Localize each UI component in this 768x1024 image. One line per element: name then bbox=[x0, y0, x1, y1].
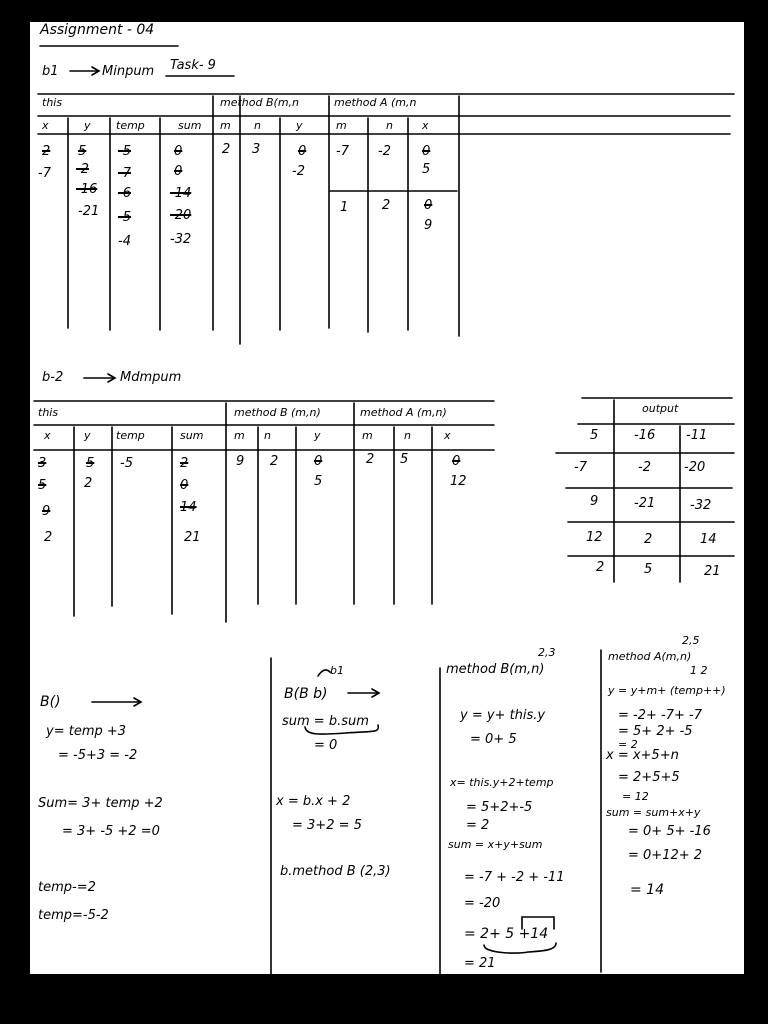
output-cell: 14 bbox=[700, 532, 717, 547]
work-line: x= this.y+2+temp bbox=[450, 776, 554, 789]
cell-value: -4 bbox=[118, 234, 131, 249]
work-line: y = y+ this.y bbox=[460, 708, 546, 723]
cell-value: 0 bbox=[314, 454, 323, 469]
output-cell: 5 bbox=[644, 562, 653, 577]
work-line: = 21 bbox=[464, 956, 496, 971]
work-line: = -7 + -2 + -11 bbox=[464, 870, 565, 885]
cell-value: 0 bbox=[422, 144, 431, 159]
work-line: = 2+5+5 bbox=[618, 770, 680, 785]
cell-value: 12 bbox=[450, 474, 467, 489]
b1-label: b1 bbox=[42, 64, 59, 79]
col-header-n: n bbox=[264, 429, 271, 442]
col-header-x: x bbox=[44, 429, 51, 442]
output-cell: -20 bbox=[684, 460, 706, 475]
col-header-sum: sum bbox=[180, 429, 204, 442]
cell-value: 9 bbox=[42, 504, 51, 519]
work-line: sum = sum+x+y bbox=[606, 806, 701, 819]
cell-value: 5 bbox=[314, 474, 323, 489]
b1-object-name: Minpum bbox=[102, 64, 155, 79]
cell-value: -16 bbox=[76, 182, 98, 197]
output-cell: 12 bbox=[586, 530, 603, 545]
col-header-x: x bbox=[444, 429, 451, 442]
work-line: = 5+ 2+ -5 bbox=[618, 724, 693, 739]
cell-value: 1 bbox=[340, 200, 349, 215]
output-cell: 2 bbox=[596, 560, 605, 575]
cell-value: 2 bbox=[44, 530, 53, 545]
cell-value: 5 bbox=[86, 456, 95, 471]
output-cell: 5 bbox=[590, 428, 599, 443]
output-cell: -7 bbox=[574, 460, 587, 475]
cell-value: 0 bbox=[424, 198, 433, 213]
col-header-m: m bbox=[362, 429, 373, 442]
cell-value: -2 bbox=[378, 144, 391, 159]
work-line: x = x+5+n bbox=[606, 748, 679, 763]
group-header-method-b: method B(m,n bbox=[220, 96, 299, 109]
output-header: output bbox=[642, 402, 679, 415]
cell-value: 2 bbox=[84, 476, 93, 491]
assignment-title: Assignment - 04 bbox=[40, 22, 155, 38]
cell-value: 0 bbox=[452, 454, 461, 469]
cell-value: 5 bbox=[78, 144, 87, 159]
assignment-sheet bbox=[30, 22, 744, 974]
work-heading: B(B b) bbox=[284, 686, 328, 702]
output-cell: 2 bbox=[644, 532, 653, 547]
cell-value: 9 bbox=[424, 218, 433, 233]
cell-value: -7 bbox=[118, 166, 131, 181]
b2-object-name: Mdmpum bbox=[120, 370, 182, 385]
cell-value: -21 bbox=[78, 204, 100, 219]
cell-value: 5 bbox=[400, 452, 409, 467]
work-line: = 2 bbox=[466, 818, 490, 833]
output-cell: -21 bbox=[634, 496, 656, 511]
work-line: Sum= 3+ temp +2 bbox=[38, 796, 163, 811]
cell-value: 5 bbox=[422, 162, 431, 177]
col-header-n: n bbox=[254, 119, 261, 132]
work-line: sum = x+y+sum bbox=[448, 838, 543, 851]
cell-value: -5 bbox=[120, 456, 133, 471]
group-header-method-a: method A (m,n bbox=[334, 96, 417, 109]
col-header-n: n bbox=[386, 119, 393, 132]
task-label: Task- 9 bbox=[170, 58, 216, 73]
col-header-y: y bbox=[296, 119, 303, 132]
work-line: = 14 bbox=[630, 882, 664, 898]
work-line: y= temp +3 bbox=[46, 724, 127, 739]
cell-value: 21 bbox=[184, 530, 201, 545]
work-line: = 0+ 5+ -16 bbox=[628, 824, 711, 839]
col-header-y: y bbox=[84, 119, 91, 132]
work-line: = 0 bbox=[314, 738, 338, 753]
cell-value: 2 bbox=[366, 452, 375, 467]
work-line: = 3+ -5 +2 =0 bbox=[62, 824, 160, 839]
col-header-y: y bbox=[314, 429, 321, 442]
work-line: = 5+2+-5 bbox=[466, 800, 533, 815]
work-note: 2,3 bbox=[538, 646, 556, 659]
col-header-x: x bbox=[42, 119, 49, 132]
output-cell: -32 bbox=[690, 498, 712, 513]
col-header-m: m bbox=[336, 119, 347, 132]
cell-value: -2 bbox=[76, 162, 89, 177]
work-line: temp=-5-2 bbox=[38, 908, 109, 923]
work-line: temp-=2 bbox=[38, 880, 96, 895]
group-header-this: this bbox=[38, 406, 59, 419]
col-header-x: x bbox=[422, 119, 429, 132]
work-line: = 2 bbox=[618, 738, 638, 751]
work-line: y = y+m+ (temp++) bbox=[608, 684, 726, 697]
cell-value: -7 bbox=[38, 166, 51, 181]
cell-value: 14 bbox=[180, 500, 197, 515]
work-line: = -2+ -7+ -7 bbox=[618, 708, 702, 723]
cell-value: 2 bbox=[42, 144, 51, 159]
work-note: 1 2 bbox=[690, 664, 708, 677]
work-line: = 2+ 5 +14 bbox=[464, 926, 549, 942]
work-line: = -20 bbox=[464, 896, 501, 911]
work-note: b1 bbox=[330, 664, 344, 677]
cell-value: 9 bbox=[236, 454, 245, 469]
output-cell: -2 bbox=[638, 460, 651, 475]
col-header-m: m bbox=[234, 429, 245, 442]
cell-value: 3 bbox=[252, 142, 261, 157]
cell-value: -6 bbox=[118, 186, 131, 201]
cell-value: 0 bbox=[174, 164, 183, 179]
cell-value: -5 bbox=[118, 210, 131, 225]
output-cell: -11 bbox=[686, 428, 708, 443]
col-header-temp: temp bbox=[116, 429, 145, 442]
cell-value: -14 bbox=[170, 186, 192, 201]
cell-value: 2 bbox=[222, 142, 231, 157]
work-heading: method B(m,n) bbox=[446, 662, 545, 677]
cell-value: 2 bbox=[270, 454, 279, 469]
cell-value: -20 bbox=[170, 208, 192, 223]
cell-value: -5 bbox=[118, 144, 131, 159]
work-heading: B() bbox=[40, 694, 61, 710]
cell-value: -32 bbox=[170, 232, 192, 247]
cell-value: 0 bbox=[298, 144, 307, 159]
output-cell: 9 bbox=[590, 494, 599, 509]
col-header-m: m bbox=[220, 119, 231, 132]
work-line: sum = b.sum bbox=[282, 714, 369, 729]
col-header-sum: sum bbox=[178, 119, 202, 132]
work-line: = 0+12+ 2 bbox=[628, 848, 703, 863]
group-header-method-a: method A (m,n) bbox=[360, 406, 447, 419]
work-line: = 3+2 = 5 bbox=[292, 818, 362, 833]
cell-value: 0 bbox=[180, 478, 189, 493]
group-header-this: this bbox=[42, 96, 63, 109]
work-line: = -5+3 = -2 bbox=[58, 748, 138, 763]
col-header-y: y bbox=[84, 429, 91, 442]
work-line: = 0+ 5 bbox=[470, 732, 517, 747]
output-cell: 21 bbox=[704, 564, 721, 579]
output-cell: -16 bbox=[634, 428, 656, 443]
work-line: x = b.x + 2 bbox=[276, 794, 351, 809]
work-line: b.method B (2,3) bbox=[280, 864, 391, 879]
cell-value: 2 bbox=[180, 456, 189, 471]
cell-value: 2 bbox=[382, 198, 391, 213]
cell-value: 0 bbox=[174, 144, 183, 159]
work-note: 2,5 bbox=[682, 634, 700, 647]
work-line: = 12 bbox=[622, 790, 649, 803]
col-header-n: n bbox=[404, 429, 411, 442]
b2-label: b-2 bbox=[42, 370, 64, 385]
cell-value: 3 bbox=[38, 456, 47, 471]
work-heading: method A(m,n) bbox=[608, 650, 692, 663]
group-header-method-b: method B (m,n) bbox=[234, 406, 321, 419]
cell-value: -7 bbox=[336, 144, 349, 159]
col-header-temp: temp bbox=[116, 119, 145, 132]
cell-value: 5 bbox=[38, 478, 47, 493]
cell-value: -2 bbox=[292, 164, 305, 179]
